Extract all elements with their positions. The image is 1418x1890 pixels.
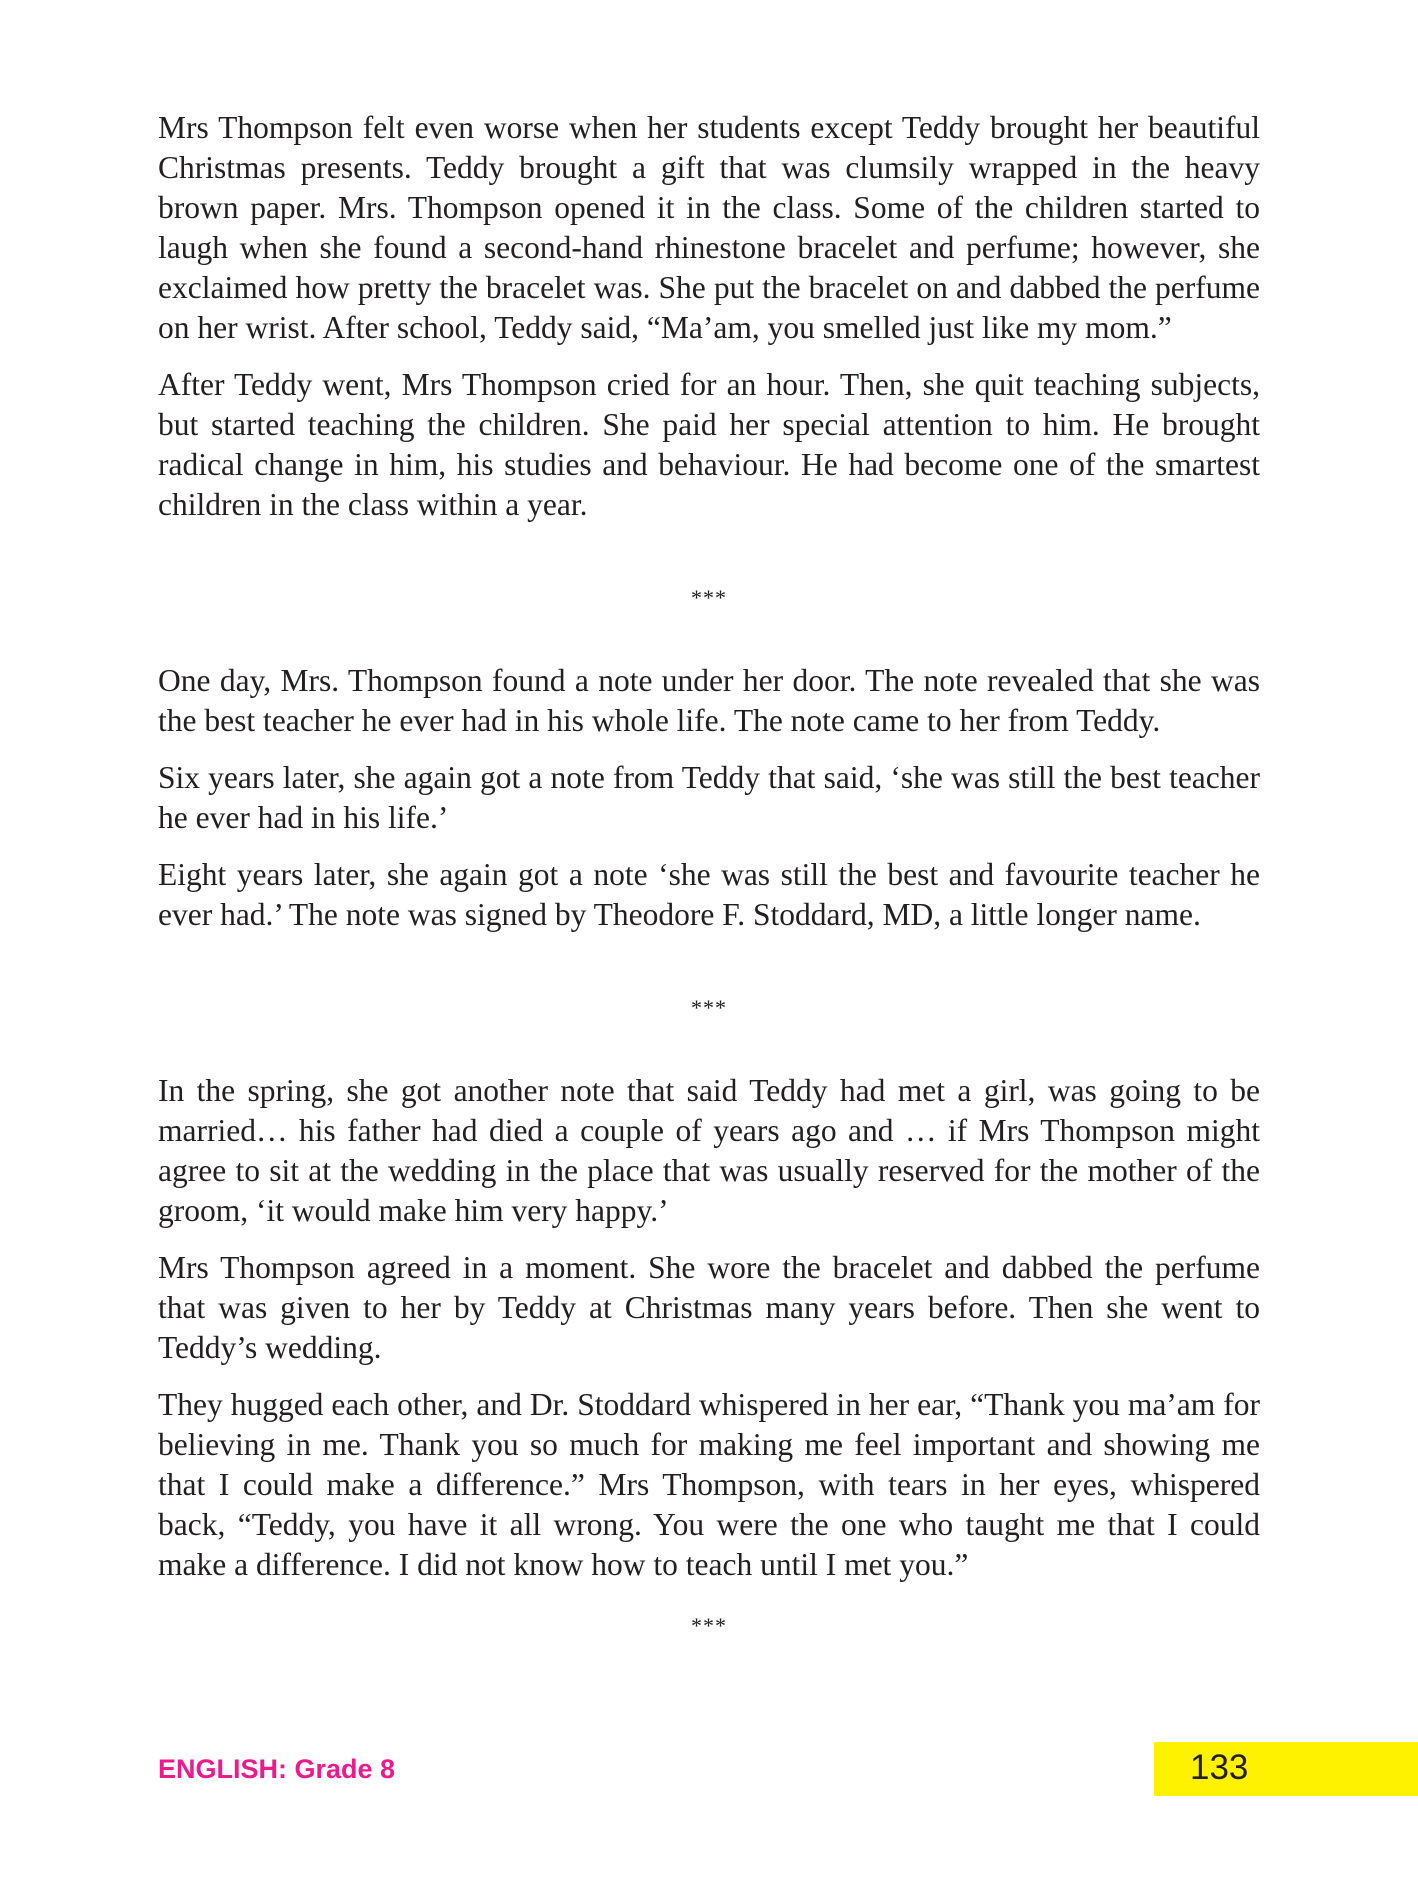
page-number: 133 (1190, 1748, 1249, 1787)
paragraph-whisper: They hugged each other, and Dr. Stoddard whispered in her ear, “Thank you ma’am for believing in me. Thank you so much for making me feel important and showing me that I could make a difference.” Mrs Thompson, with tears in her eyes, whispered back, “Teddy, you have it all wrong. You were the one who taught me that I could make a difference. I did not know how to teach until I met you.” (158, 1387, 1260, 1582)
paragraph-wedding-note: In the spring, she got another note that said Teddy had met a girl, was going to be married… his father had died a couple of years ago and … if Mrs Thompson might agree to sit at the wedding in the place that was usually reserved for the mother of the groom, ‘it would make him very happy.’ (158, 1073, 1260, 1228)
paragraph-wedding-attendance: Mrs Thompson agreed in a moment. She wore the bracelet and dabbed the perfume that was given to her by Teddy at Christmas many years before. Then she went to Teddy’s wedding. (158, 1250, 1260, 1365)
page-body (158, 108, 1260, 1641)
page-number-box (1154, 1742, 1418, 1796)
paragraph-eight-years-later: Eight years later, she again got a note ‘she was still the best and favourite teacher he ever had.’ The note was signed by Theodore F. Stoddard, MD, a little longer name. (158, 857, 1260, 932)
footer-book-label: ENGLISH: Grade 8 (158, 1754, 396, 1784)
paragraph-christmas-presents: Mrs Thompson felt even worse when her students except Teddy brought her beautiful Christmas presents. Teddy brought a gift that was clumsily wrapped in the heavy brown paper. Mrs. Thompson opened it in the class. Some of the children started to laugh when she found a second-hand rhinestone bracelet and perfume; however, she exclaimed how pretty the bracelet was. She put the bracelet on and dabbed the perfume on her wrist. After school, Teddy said, “Ma’am, you smelled just like my mom.” (158, 110, 1260, 345)
section-separator: *** (691, 995, 727, 1020)
paragraph-teaching-change: After Teddy went, Mrs Thompson cried for an hour. Then, she quit teaching subjects, but started teaching the children. She paid her special attention to him. He brought radical change in him, his studies and behaviour. He had become one of the smartest children in the class within a year. (158, 367, 1260, 522)
paragraph-first-note: One day, Mrs. Thompson found a note under her door. The note revealed that she was the best teacher he ever had in his whole life. The note came to her from Teddy. (158, 663, 1260, 738)
section-separator: *** (691, 585, 727, 610)
paragraph-six-years-later: Six years later, she again got a note from Teddy that said, ‘she was still the best teacher he ever had in his life.’ (158, 760, 1260, 835)
section-separator: *** (691, 1613, 727, 1638)
